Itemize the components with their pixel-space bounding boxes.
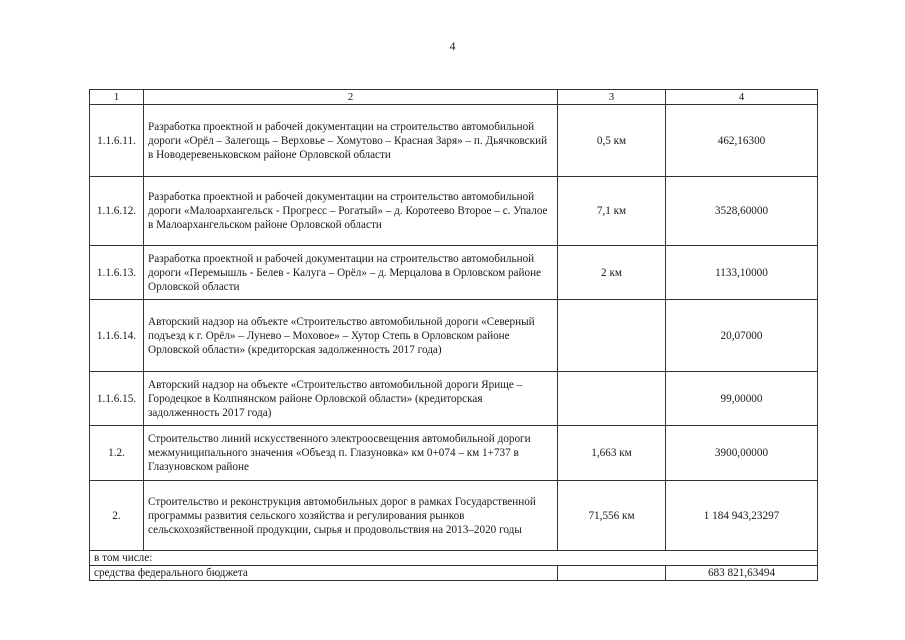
- row-number: 1.1.6.14.: [90, 300, 144, 372]
- row-length: [558, 300, 666, 372]
- header-cell: 1: [90, 90, 144, 105]
- row-length: 2 км: [558, 246, 666, 300]
- table-row: [90, 300, 818, 372]
- row-amount: 3528,60000: [666, 177, 818, 246]
- row-amount: 1133,10000: [666, 246, 818, 300]
- row-length: 7,1 км: [558, 177, 666, 246]
- row-length: 0,5 км: [558, 105, 666, 177]
- federal-budget-row: [90, 566, 818, 581]
- table-row: [90, 246, 818, 300]
- row-description: Строительство линий искусственного электроосвещения автомобильной дороги межмуниципального значения «Объезд п. Глазуновка» км 0+074 – км 1+737 в Глазуновском районе: [144, 426, 558, 481]
- row-number: 1.1.6.15.: [90, 372, 144, 426]
- row-amount: 20,07000: [666, 300, 818, 372]
- row-description: Разработка проектной и рабочей документации на строительство автомобильной дороги «Малоархангельск - Прогресс – Рогатый» – д. Коротеево Второе – с. Упалое в Малоархангельском районе Орловской области: [144, 177, 558, 246]
- row-number: 1.1.6.12.: [90, 177, 144, 246]
- row-description: Разработка проектной и рабочей документации на строительство автомобильной дороги «Перемышль - Белев - Калуга – Орёл» – д. Мерцалова в Орловском районе Орловской области: [144, 246, 558, 300]
- row-amount: 3900,00000: [666, 426, 818, 481]
- table-row: [90, 105, 818, 177]
- table-row: [90, 177, 818, 246]
- header-cell: 4: [666, 90, 818, 105]
- budget-table: [89, 89, 818, 581]
- row-number: 2.: [90, 481, 144, 551]
- row-amount: 1 184 943,23297: [666, 481, 818, 551]
- including-label: в том числе:: [90, 551, 818, 566]
- row-amount: 99,00000: [666, 372, 818, 426]
- row-number: 1.1.6.11.: [90, 105, 144, 177]
- row-description: Авторский надзор на объекте «Строительство автомобильной дороги «Северный подъезд к г. Орёл» – Лунево – Моховое» – Хутор Степь в Орловском районе Орловской области» (кредиторская задолженность 2017 года): [144, 300, 558, 372]
- including-row: [90, 551, 818, 566]
- row-number: 1.2.: [90, 426, 144, 481]
- header-cell: 2: [144, 90, 558, 105]
- federal-budget-label: средства федерального бюджета: [90, 566, 558, 581]
- federal-budget-amount: 683 821,63494: [666, 566, 818, 581]
- table-header-row: [90, 90, 818, 105]
- row-length: [558, 372, 666, 426]
- header-cell: 3: [558, 90, 666, 105]
- row-number: 1.1.6.13.: [90, 246, 144, 300]
- table-row: [90, 426, 818, 481]
- row-length: 1,663 км: [558, 426, 666, 481]
- row-length: 71,556 км: [558, 481, 666, 551]
- row-description: Авторский надзор на объекте «Строительство автомобильной дороги Ярище – Городецкое в Колпнянском районе Орловской области» (кредиторская задолженность 2017 года): [144, 372, 558, 426]
- row-description: Разработка проектной и рабочей документации на строительство автомобильной дороги «Орёл – Залегощь – Верховье – Хомутово – Красная Заря» – п. Дьячковский в Новодеревеньковском районе Орловской области: [144, 105, 558, 177]
- row-description: Строительство и реконструкция автомобильных дорог в рамках Государственной программы развития сельского хозяйства и регулирования рынков сельскохозяйственной продукции, сырья и продовольствия на 2013–2020 годы: [144, 481, 558, 551]
- table-row: [90, 481, 818, 551]
- row-amount: 462,16300: [666, 105, 818, 177]
- page-number: 4: [449, 39, 456, 53]
- table-row: [90, 372, 818, 426]
- federal-budget-length: [558, 566, 666, 581]
